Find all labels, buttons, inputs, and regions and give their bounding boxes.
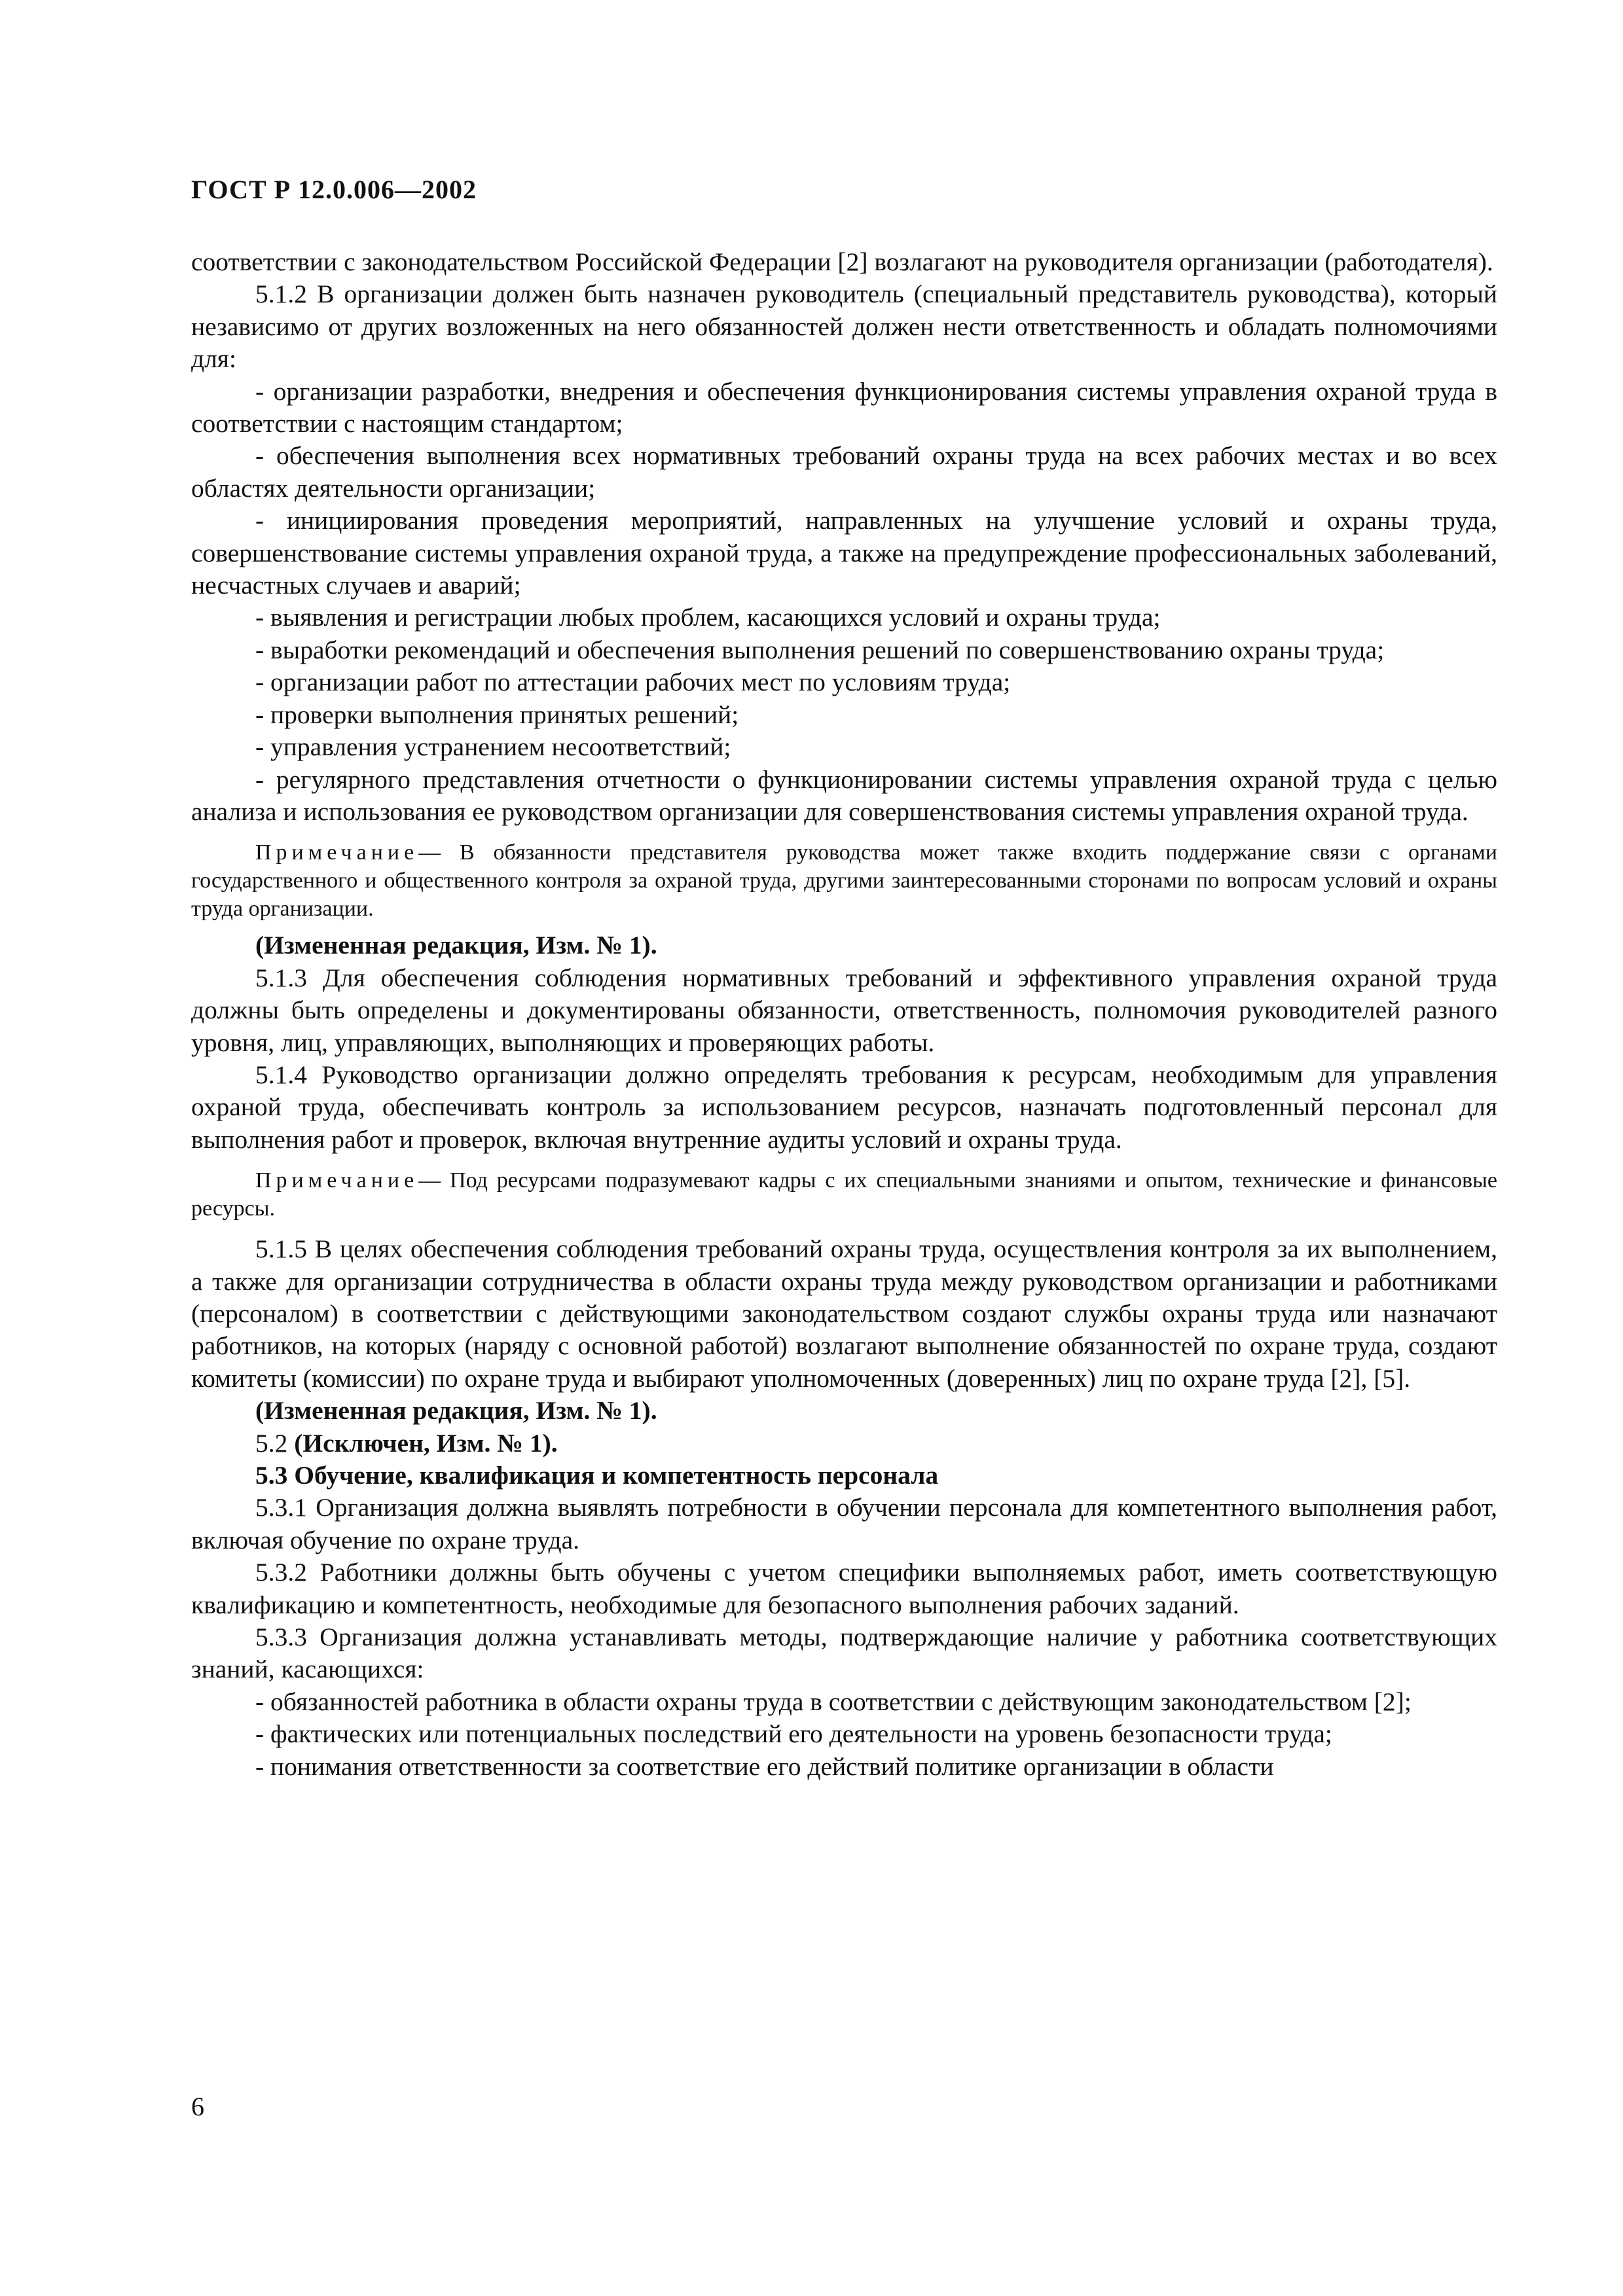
note-label: Примечание (255, 1168, 419, 1193)
section-heading: 5.3 Обучение, квалификация и компетентность персонала (255, 1461, 939, 1490)
paragraph: 5.1.3 Для обеспечения соблюдения нормативных требований и эффективного управления охраной труда должны быть определены и документированы обязанности, ответственность, полномочия руководителей разного уровня, лиц, управляющих, выполняющих и проверяющих работы. (191, 963, 1497, 1057)
paragraph: 5.3.3 Организация должна устанавливать методы, подтверждающие наличие у работника соответствующих знаний, касающихся: (191, 1623, 1497, 1684)
list-item: - выработки рекомендаций и обеспечения выполнения решений по совершенствованию охраны труда; (255, 635, 1385, 664)
paragraph: 5.3.2 Работники должны быть обучены с учетом специфики выполняемых работ, иметь соответствующую квалификацию и компетентность, необходимые для безопасного выполнения рабочих заданий. (191, 1558, 1497, 1619)
note-text: — Под ресурсами подразумевают кадры с их специальными знаниями и опытом, технические и финансовые ресурсы. (191, 1168, 1497, 1221)
amendment-note: (Измененная редакция, Изм. № 1). (255, 1396, 657, 1426)
note-text: — В обязанности представителя руководства может также входить поддержание связи с органами государственного и общественного контроля за охраной труда, другими заинтересованными сторонами по вопросам условий и охраны труда организации. (191, 840, 1497, 922)
section-excluded (191, 1427, 1497, 1460)
list-item: - обязанностей работника в области охраны труда в соответствии с действующим законодательством [2]; (255, 1687, 1412, 1716)
list-item: - выявления и регистрации любых проблем, касающихся условий и охраны труда; (255, 603, 1161, 632)
list-item: - организации работ по аттестации рабочих мест по условиям труда; (255, 668, 1011, 697)
page-number: 6 (191, 2092, 204, 2121)
paragraph: 5.1.4 Руководство организации должно определять требования к ресурсам, необходимым для управления охраной труда, обеспечивать контроль за использованием ресурсов, назначать подготовленный персонал для выполнения работ и проверок, включая внутренние аудиты условий и охраны труда. (191, 1060, 1497, 1154)
paragraph: 5.3.1 Организация должна выявлять потребности в обучении персонала для компетентного выполнения работ, включая обучение по охране труда. (191, 1493, 1497, 1554)
list-item: - понимания ответственности за соответствие его действий политике организации в области (255, 1751, 1274, 1781)
paragraph: соответствии с законодательством Российской Федерации [2] возлагают на руководителя организации (работодателя). (191, 247, 1493, 276)
page-header: ГОСТ Р 12.0.006—2002 (191, 175, 477, 204)
list-item: - управления устранением несоответствий; (255, 732, 731, 762)
paragraph: 5.1.5 В целях обеспечения соблюдения требований охраны труда, осуществления контроля за их выполнением, а также для организации сотрудничества в области охраны труда между руководством организации и работниками (персоналом) в соответствии с действующими законодательством создают службы охраны труда или назначают работников, на которых (наряду с основной работой) возлагают выполнение обязанностей по охране труда, создают комитеты (комиссии) по охране труда и выбирают уполномоченных (доверенных) лиц по охране труда [2], [5]. (191, 1234, 1497, 1393)
note-label: Примечание (255, 840, 419, 865)
amendment-note: (Измененная редакция, Изм. № 1). (255, 931, 657, 960)
section-number: 5.2 (255, 1428, 288, 1458)
list-item: - инициирования проведения мероприятий, направленных на улучшение условий и охраны труда, совершенствование системы управления охраной труда, а также на предупреждение профессиональных заболеваний, несчастных случаев и аварий; (191, 506, 1497, 600)
list-item: - проверки выполнения принятых решений; (255, 700, 739, 729)
list-item: - обеспечения выполнения всех нормативных требований охраны труда на всех рабочих местах и во всех областях деятельности организации; (191, 441, 1497, 503)
list-item: - фактических или потенциальных последствий его деятельности на уровень безопасности труда; (255, 1719, 1332, 1749)
paragraph: 5.1.2 В организации должен быть назначен руководитель (специальный представитель руководства), который независимо от других возложенных на него обязанностей должен нести ответственность и обладать полномочиями для: (191, 279, 1497, 374)
list-item: - организации разработки, внедрения и обеспечения функционирования системы управления охраной труда в соответствии с настоящим стандартом; (191, 376, 1497, 439)
excluded-note: (Исключен, Изм. № 1). (294, 1428, 558, 1458)
note (191, 838, 1497, 923)
page-body (191, 246, 1497, 1783)
note (191, 1166, 1497, 1223)
list-item: - регулярного представления отчетности о функционировании системы управления охраной труда с целью анализа и использования ее руководством организации для совершенствования системы управления охраной труда. (191, 764, 1497, 826)
